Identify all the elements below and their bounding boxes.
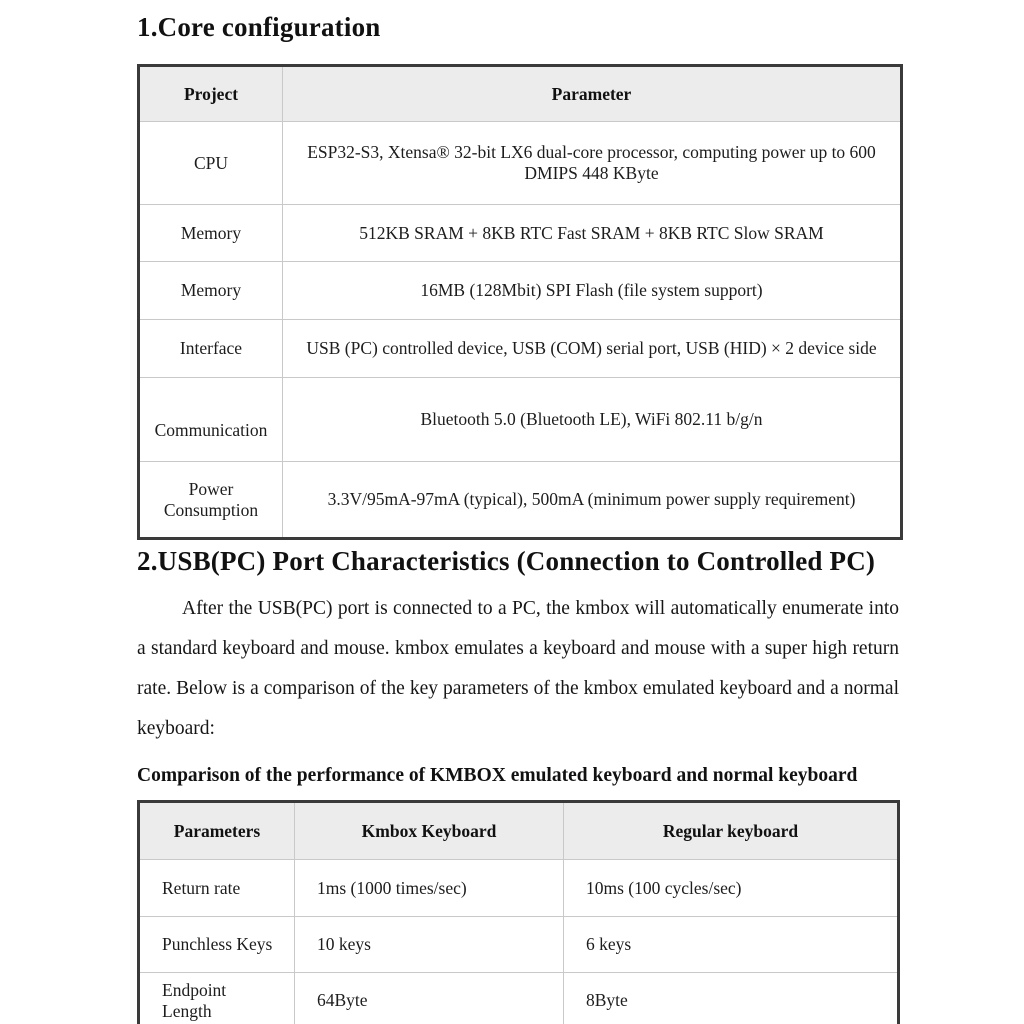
core-configuration-table (137, 64, 903, 540)
core-row-memory2-label: Memory (139, 262, 283, 320)
core-row-power-label: Power Consumption (139, 462, 283, 539)
core-row-cpu-value: ESP32-S3, Xtensa® 32-bit LX6 dual-core processor, computing power up to 600 DMIPS 448 KByte (283, 122, 902, 205)
keyboard-comparison-table (137, 800, 900, 1024)
core-row-cpu-label: CPU (139, 122, 283, 205)
core-row-memory1-label: Memory (139, 205, 283, 262)
comparison-row-punchless-kmbox: 10 keys (295, 917, 564, 973)
core-row-memory1-value: 512KB SRAM + 8KB RTC Fast SRAM + 8KB RTC Slow SRAM (283, 205, 902, 262)
table-row (139, 917, 899, 973)
core-row-interface-label: Interface (139, 320, 283, 378)
core-header-parameter: Parameter (283, 66, 902, 122)
comparison-row-punchless-label: Punchless Keys (139, 917, 295, 973)
comparison-header-kmbox: Kmbox Keyboard (295, 802, 564, 860)
table-row (139, 378, 902, 462)
table-row (139, 860, 899, 917)
core-header-project: Project (139, 66, 283, 122)
comparison-row-punchless-regular: 6 keys (564, 917, 899, 973)
core-row-interface-value: USB (PC) controlled device, USB (COM) serial port, USB (HID) × 2 device side (283, 320, 902, 378)
comparison-row-endpoint-label: Endpoint Length (139, 973, 295, 1024)
table-row (139, 462, 902, 539)
table-row (139, 262, 902, 320)
section-2-heading: 2.USB(PC) Port Characteristics (Connection to Controlled PC) (137, 546, 876, 576)
comparison-row-returnrate-label: Return rate (139, 860, 295, 917)
comparison-table-header-row (139, 802, 899, 860)
comparison-row-returnrate-regular: 10ms (100 cycles/sec) (564, 860, 899, 917)
comparison-table-caption: Comparison of the performance of KMBOX emulated keyboard and normal keyboard (137, 765, 858, 786)
section-1-heading: 1.Core configuration (137, 12, 381, 42)
core-row-communication-value: Bluetooth 5.0 (Bluetooth LE), WiFi 802.11 b/g/n (283, 378, 902, 462)
comparison-row-endpoint-kmbox: 64Byte (295, 973, 564, 1024)
table-row (139, 205, 902, 262)
core-row-power-value: 3.3V/95mA-97mA (typical), 500mA (minimum power supply requirement) (283, 462, 902, 539)
intro-paragraph: After the USB(PC) port is connected to a PC, the kmbox will automatically enumerate into a standard keyboard and mouse. kmbox emulates a keyboard and mouse with a super high return rate. Below is a comparison of the key parameters of the kmbox emulated keyboard and a normal keyboard: (137, 598, 899, 739)
comparison-row-endpoint-regular: 8Byte (564, 973, 899, 1024)
document-content (137, 0, 907, 1024)
table-row (139, 973, 899, 1024)
core-row-communication-label: Communication (139, 378, 283, 462)
table-row (139, 320, 902, 378)
core-row-memory2-value: 16MB (128Mbit) SPI Flash (file system support) (283, 262, 902, 320)
table-row (139, 122, 902, 205)
comparison-header-regular: Regular keyboard (564, 802, 899, 860)
comparison-row-returnrate-kmbox: 1ms (1000 times/sec) (295, 860, 564, 917)
core-table-header-row (139, 66, 902, 122)
comparison-header-parameters: Parameters (139, 802, 295, 860)
